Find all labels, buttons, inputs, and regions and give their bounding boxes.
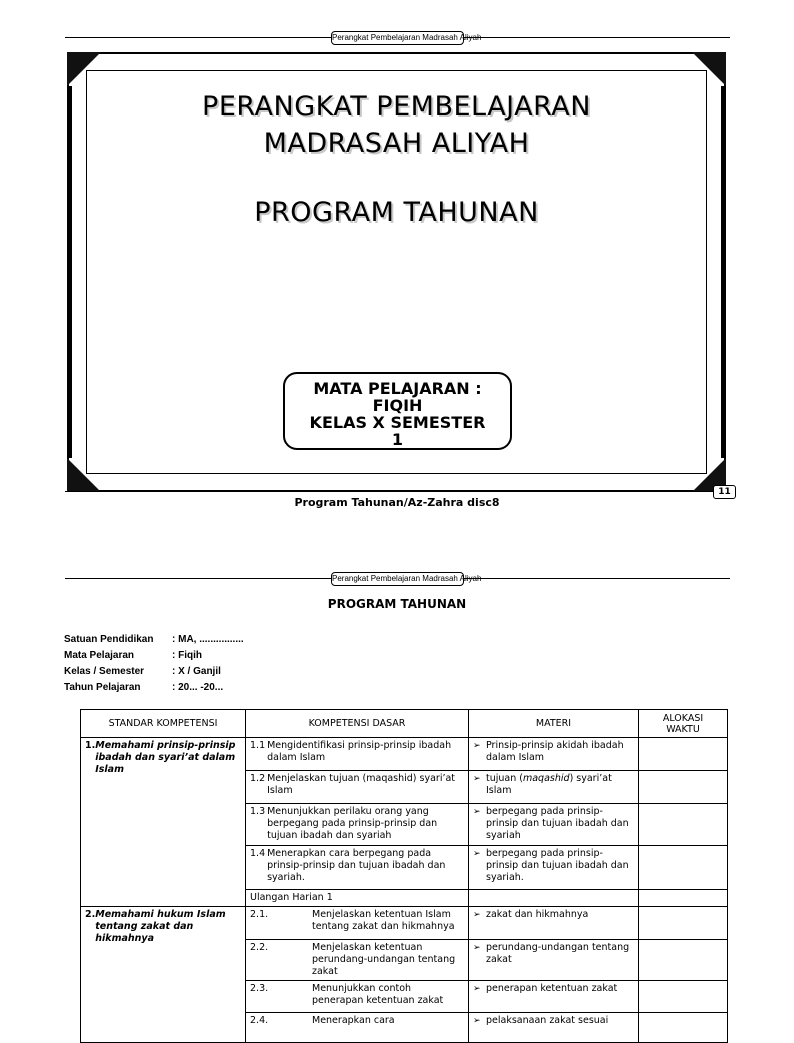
materi-cell [469, 846, 639, 890]
materi-cell [469, 890, 639, 907]
kd-cell [246, 804, 469, 846]
info-row [64, 680, 244, 696]
kd-number: 2.4. [250, 1015, 269, 1026]
materi-text: tujuan (maqashid) syari’at Islam [486, 773, 612, 796]
materi-text: berpegang pada prinsip-prinsip dan tujuan ibadah dan syariah [486, 806, 629, 841]
materi-text: perundang-undangan tentang zakat [486, 942, 630, 965]
alokasi-cell [639, 804, 728, 846]
column-header: MATERI [469, 710, 639, 738]
info-label: Kelas / Semester [64, 666, 145, 677]
kd-text: Menjelaskan ketentuan Islam tentang zakat dan hikmahnya [312, 909, 455, 932]
kd-cell [246, 1013, 469, 1043]
column-header: STANDAR KOMPETENSI [81, 710, 246, 738]
alokasi-cell [639, 940, 728, 981]
footer-rule [65, 491, 730, 492]
sk-number: 2. [85, 909, 96, 920]
kd-text: Menunjukkan perilaku orang yang berpegang pada prinsip-prinsip dan tujuan ibadah dan syariah [267, 806, 438, 841]
table-row [81, 907, 728, 940]
info-row [64, 648, 244, 664]
materi-text: Prinsip-prinsip akidah ibadah dalam Islam [486, 740, 624, 763]
kd-number: 1.4 [250, 848, 266, 859]
table-header-row [81, 710, 728, 738]
column-header: ALOKASI WAKTU [639, 710, 728, 738]
page-title: PROGRAM TAHUNAN [327, 597, 467, 611]
corner-ornament [67, 52, 101, 86]
info-label: Tahun Pelajaran [64, 682, 141, 693]
header-tag: Perangkat Pembelajaran Madrasah Aliyah [331, 31, 464, 45]
ulangan-cell: Ulangan Harian 1 [246, 890, 469, 907]
info-row [64, 632, 244, 648]
alokasi-cell [639, 981, 728, 1013]
sk-text: Memahami hukum Islam tentang zakat dan hikmahnya [95, 909, 226, 944]
arrow-bullet-icon: ➢ [473, 910, 481, 920]
kd-text: Menjelaskan ketentuan perundang-undangan tentang zakat [312, 942, 456, 977]
kd-number: 1.2 [250, 773, 266, 784]
column-header: KOMPETENSI DASAR [246, 710, 469, 738]
subject-line: KELAS X SEMESTER [309, 413, 486, 432]
arrow-bullet-icon: ➢ [473, 984, 481, 994]
arrow-bullet-icon: ➢ [473, 943, 481, 953]
frame-edge [67, 86, 72, 458]
kd-number: 2.3. [250, 983, 269, 994]
info-value: : 20... -20... [172, 682, 224, 693]
subject-box [283, 372, 512, 450]
materi-cell [469, 804, 639, 846]
alokasi-cell [639, 738, 728, 771]
alokasi-cell [639, 846, 728, 890]
kd-number: 1.3 [250, 806, 266, 817]
info-block [64, 632, 244, 696]
arrow-bullet-icon: ➢ [473, 849, 481, 859]
materi-cell [469, 1013, 639, 1043]
kd-cell [246, 771, 469, 804]
info-value: : MA, ................ [172, 634, 244, 645]
table-row [81, 738, 728, 771]
page-number: 11 [713, 485, 736, 499]
arrow-bullet-icon: ➢ [473, 807, 481, 817]
program-table [80, 709, 728, 1043]
alokasi-cell [639, 907, 728, 940]
alokasi-cell [639, 890, 728, 907]
materi-cell [469, 907, 639, 940]
sk-number: 1. [85, 740, 96, 751]
subject-line: 1 [391, 430, 404, 449]
header-tag: Perangkat Pembelajaran Madrasah Aliyah [331, 572, 464, 586]
cover-title-line2: MADRASAH ALIYAH [263, 128, 530, 159]
info-row [64, 664, 244, 680]
corner-ornament [692, 52, 726, 86]
info-label: Mata Pelajaran [64, 650, 135, 661]
corner-ornament [67, 458, 101, 492]
materi-text: penerapan ketentuan zakat [486, 983, 618, 994]
materi-text: zakat dan hikmahnya [486, 909, 589, 920]
materi-cell [469, 771, 639, 804]
materi-cell [469, 981, 639, 1013]
info-label: Satuan Pendidikan [64, 634, 154, 645]
page-footer: Program Tahunan/Az-Zahra disc8 [294, 496, 500, 509]
kd-cell [246, 940, 469, 981]
kd-text: Menerapkan cara berpegang pada prinsip-prinsip dan tujuan ibadah dan syariah. [267, 848, 446, 883]
arrow-bullet-icon: ➢ [473, 774, 481, 784]
kd-number: 2.1. [250, 909, 269, 920]
sk-text: Memahami prinsip-prinsip ibadah dan syari’at dalam Islam [95, 740, 236, 775]
cover-title-line1: PERANGKAT PEMBELAJARAN [202, 91, 591, 122]
subject-line: MATA PELAJARAN : [313, 379, 482, 398]
kd-number: 2.2. [250, 942, 269, 953]
kd-text: Menerapkan cara [312, 1015, 395, 1026]
frame-edge [721, 86, 726, 458]
alokasi-cell [639, 771, 728, 804]
alokasi-cell [639, 1013, 728, 1043]
standar-kompetensi-cell [81, 907, 246, 1043]
materi-text: berpegang pada prinsip-prinsip dan tujuan ibadah dan syariah. [486, 848, 629, 883]
arrow-bullet-icon: ➢ [473, 741, 481, 751]
kd-cell [246, 846, 469, 890]
kd-cell [246, 738, 469, 771]
kd-text: Menunjukkan contoh penerapan ketentuan zakat [312, 983, 444, 1006]
materi-cell [469, 738, 639, 771]
materi-text: pelaksanaan zakat sesuai [486, 1015, 609, 1026]
kd-cell [246, 907, 469, 940]
subject-line: FIQIH [372, 396, 423, 415]
info-value: : Fiqih [172, 650, 202, 661]
kd-number: 1.1 [250, 740, 266, 751]
kd-text: Mengidentifikasi prinsip-prinsip ibadah dalam Islam [267, 740, 452, 763]
standar-kompetensi-cell [81, 738, 246, 907]
kd-cell [246, 981, 469, 1013]
cover-title-line3: PROGRAM TAHUNAN [254, 197, 539, 228]
info-value: : X / Ganjil [172, 666, 221, 677]
kd-text: Menjelaskan tujuan (maqashid) syari’at Islam [267, 773, 456, 796]
arrow-bullet-icon: ➢ [473, 1016, 481, 1026]
materi-cell [469, 940, 639, 981]
